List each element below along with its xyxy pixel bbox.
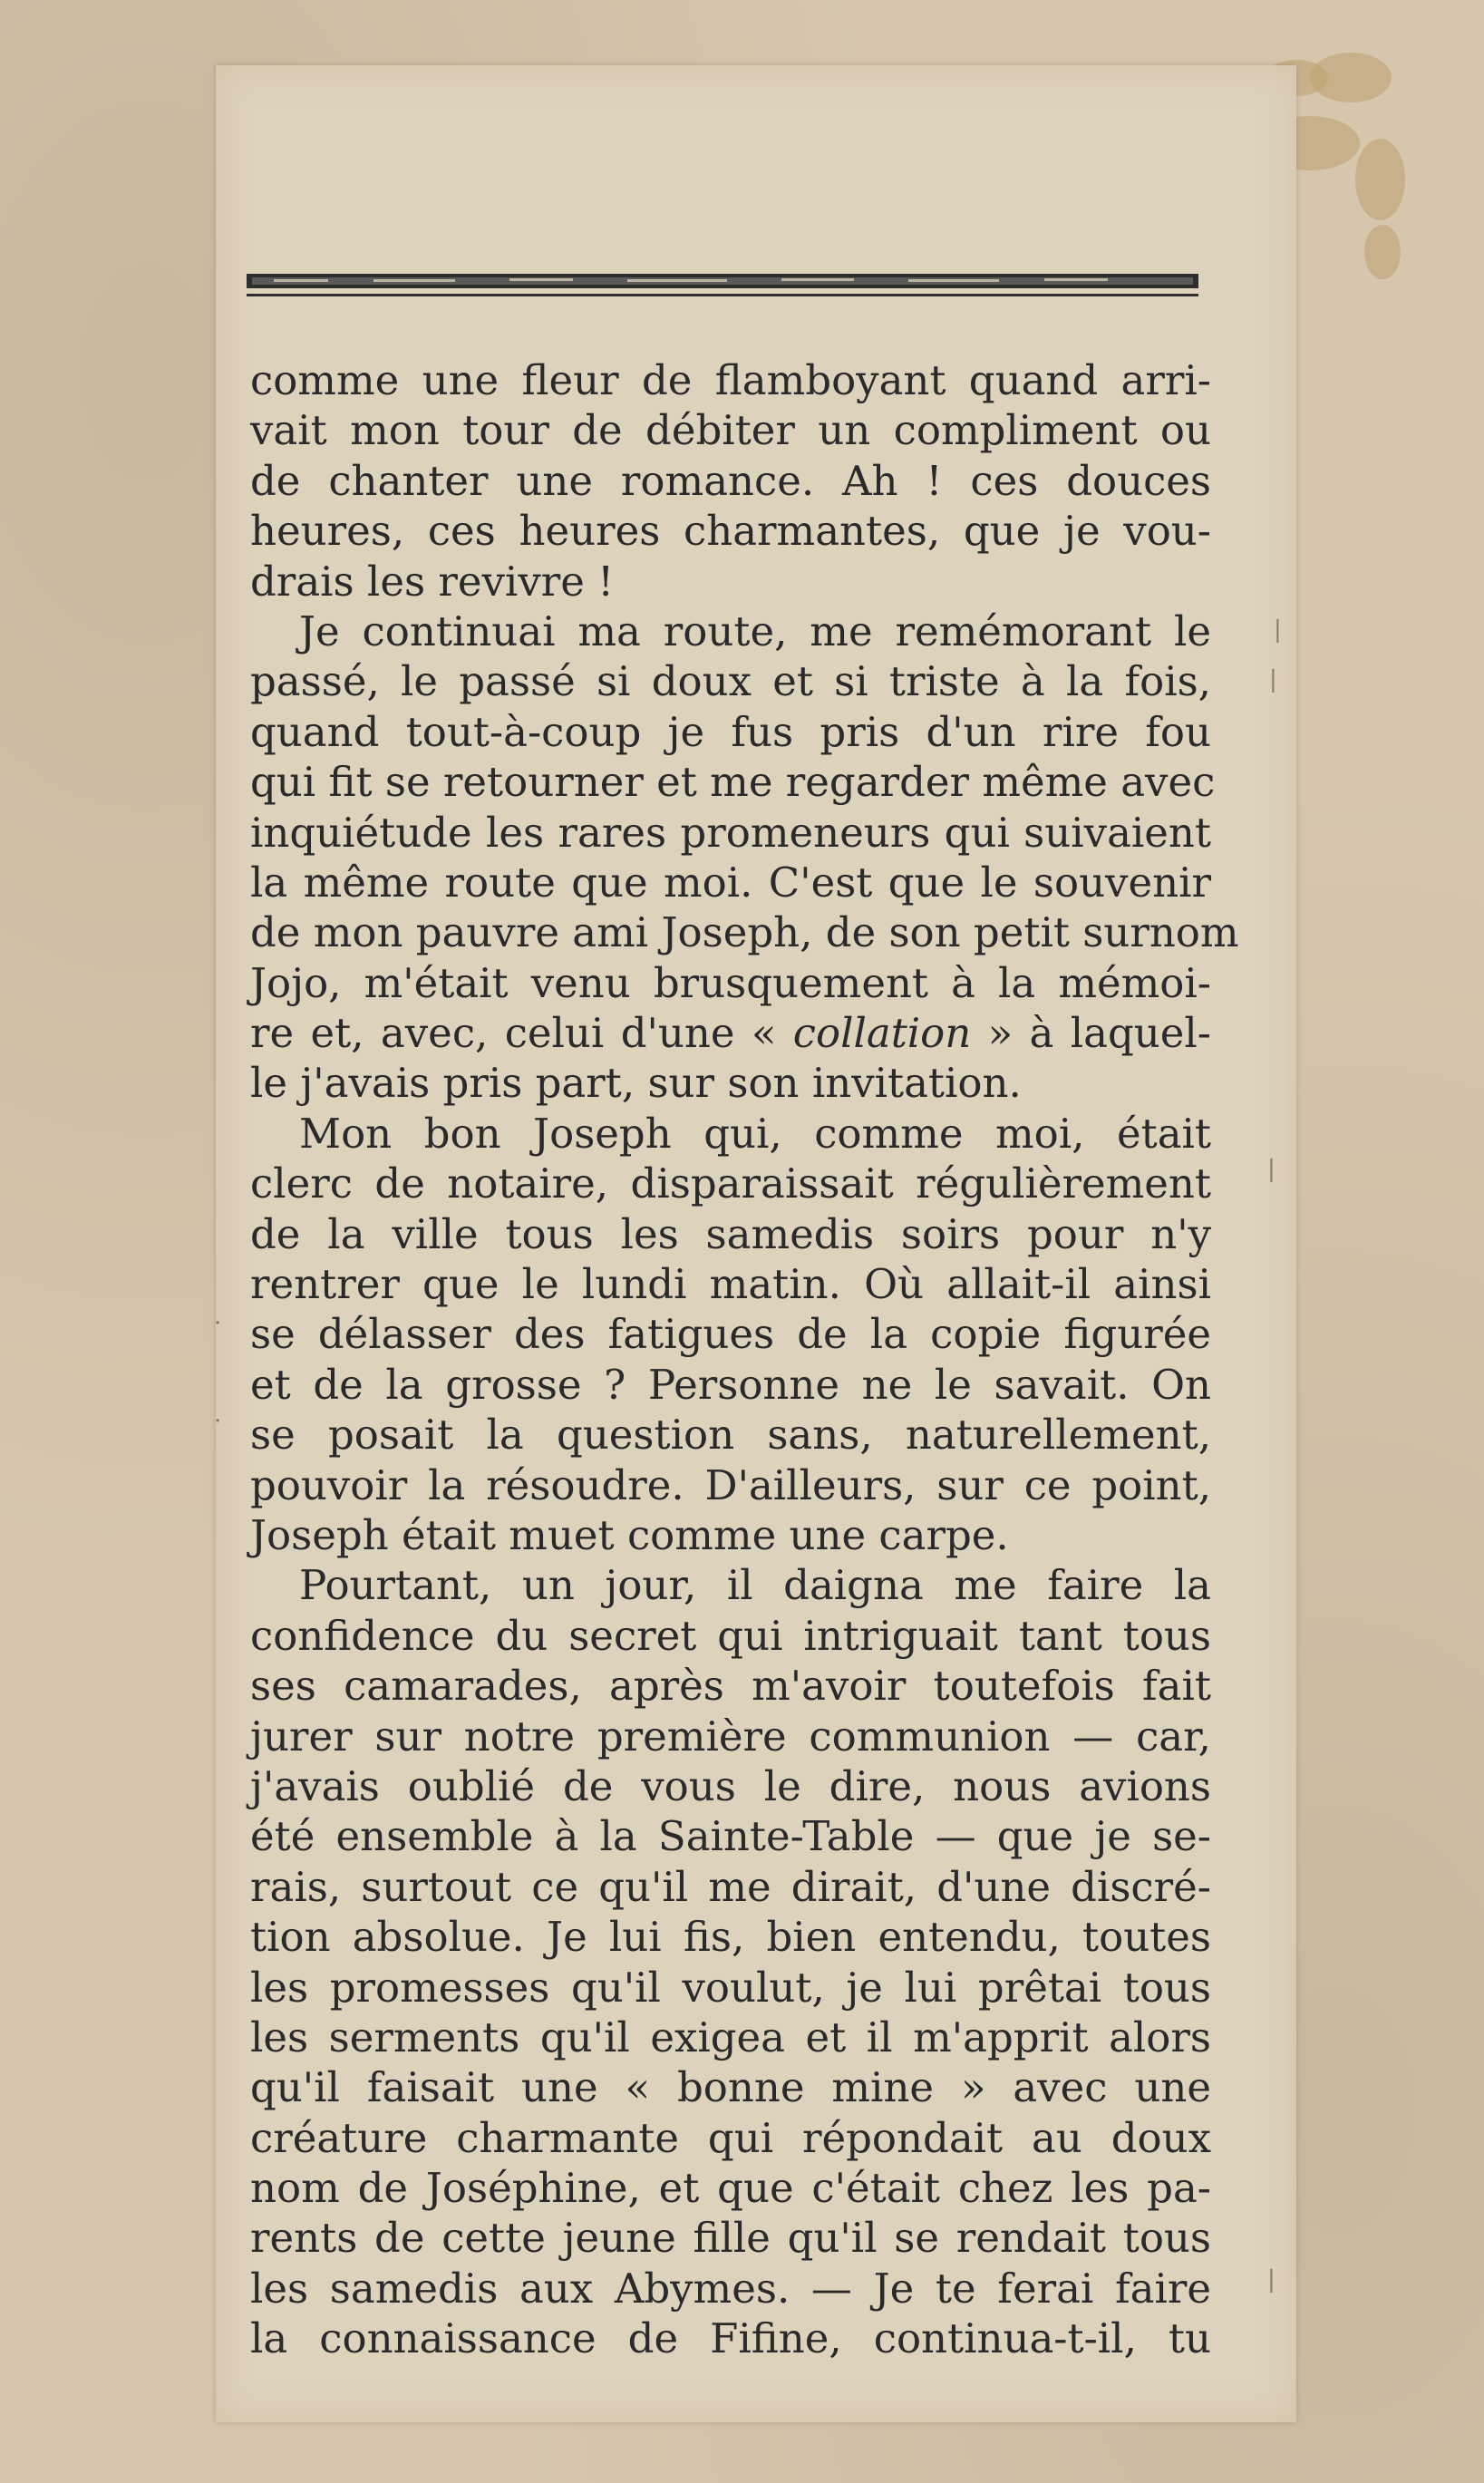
margin-tick: | — [1274, 616, 1282, 644]
text-line: se posait la question sans, naturellement, — [250, 1411, 1211, 1460]
text-line: été ensemble à la Sainte-Table — que je se- — [250, 1812, 1211, 1861]
text-line: Jojo, m'était venu brusquement à la mémoi- — [250, 958, 1211, 1007]
italic-word: collation — [792, 1009, 972, 1058]
text-line: passé, le passé si doux et si triste à la fois, — [250, 657, 1211, 706]
text-line: confidence du secret qui intriguait tant tous — [250, 1611, 1211, 1660]
text-line: se délasser des fatigues de la copie figurée — [250, 1310, 1211, 1359]
text-line: drais les revivre ! — [250, 557, 615, 606]
text-line: de mon pauvre ami Joseph, de son petit surnom — [250, 908, 1239, 957]
text-line: la connaissance de Fifine, continua-t-il, tu — [250, 2314, 1211, 2363]
text-line: comme une fleur de flamboyant quand arri- — [250, 356, 1211, 404]
text-line: Mon bon Joseph qui, comme moi, était — [299, 1109, 1211, 1158]
text-line: les promesses qu'il voulut, je lui prêtai tous — [250, 1963, 1211, 2012]
text-line: ses camarades, après m'avoir toutefois fait — [250, 1662, 1211, 1711]
margin-tick: · — [214, 1408, 222, 1435]
text-fragment: » à laquel- — [971, 1009, 1212, 1058]
text-line: nom de Joséphine, et que c'était chez les pa- — [250, 2164, 1211, 2213]
text-line: Je continuai ma route, me remémorant le — [299, 606, 1211, 655]
text-line: les samedis aux Abymes. — Je te ferai faire — [250, 2264, 1211, 2313]
text-line: vait mon tour de débiter un compliment ou — [250, 406, 1211, 455]
text-line: jurer sur notre première communion — car, — [250, 1712, 1211, 1760]
text-line: j'avais oublié de vous le dire, nous avions — [250, 1761, 1211, 1810]
text-line: inquiétude les rares promeneurs qui suivaient — [250, 808, 1211, 857]
page-text — [250, 355, 1239, 2364]
text-line: tion absolue. Je lui fis, bien entendu, toutes — [250, 1913, 1211, 1962]
text-line: heures, ces heures charmantes, que je vou- — [250, 507, 1211, 556]
text-line: rentrer que le lundi matin. Où allait-il ainsi — [250, 1260, 1211, 1309]
text-line: Pourtant, un jour, il daigna me faire la — [299, 1561, 1211, 1610]
text-line: de chanter une romance. Ah ! ces douces — [250, 456, 1211, 505]
header-ornament-rule — [247, 272, 1198, 301]
text-line: le j'avais pris part, sur son invitation. — [250, 1059, 1022, 1108]
text-line: Joseph était muet comme une carpe. — [250, 1510, 1009, 1559]
text-line: la même route que moi. C'est que le souvenir — [250, 858, 1211, 907]
text-line: qui fit se retourner et me regarder même avec — [250, 758, 1216, 807]
margin-tick: | — [1269, 666, 1277, 693]
margin-tick: · — [214, 1310, 222, 1337]
text-line: et de la grosse ? Personne ne le savait. On — [250, 1360, 1211, 1409]
text-line: rents de cette jeune fille qu'il se rendait tous — [250, 2214, 1211, 2263]
text-line: rais, surtout ce qu'il me dirait, d'une discré- — [250, 1862, 1211, 1911]
text-line-with-italic — [250, 1008, 1211, 1058]
text-line: de la ville tous les samedis soirs pour n'y — [250, 1209, 1211, 1258]
text-fragment: re et, avec, celui d'une « — [250, 1009, 793, 1058]
text-line: les serments qu'il exigea et il m'apprit alors — [250, 2013, 1211, 2061]
text-line: qu'il faisait une « bonne mine » avec une — [250, 2063, 1211, 2112]
text-line: créature charmante qui répondait au doux — [250, 2113, 1211, 2162]
text-line: clerc de notaire, disparaissait régulièrement — [250, 1159, 1211, 1208]
margin-tick: | — [1267, 2266, 1275, 2294]
text-line: pouvoir la résoudre. D'ailleurs, sur ce point, — [250, 1460, 1211, 1509]
text-line: quand tout-à-coup je fus pris d'un rire fou — [250, 707, 1211, 756]
margin-tick: | — [1267, 1156, 1275, 1183]
